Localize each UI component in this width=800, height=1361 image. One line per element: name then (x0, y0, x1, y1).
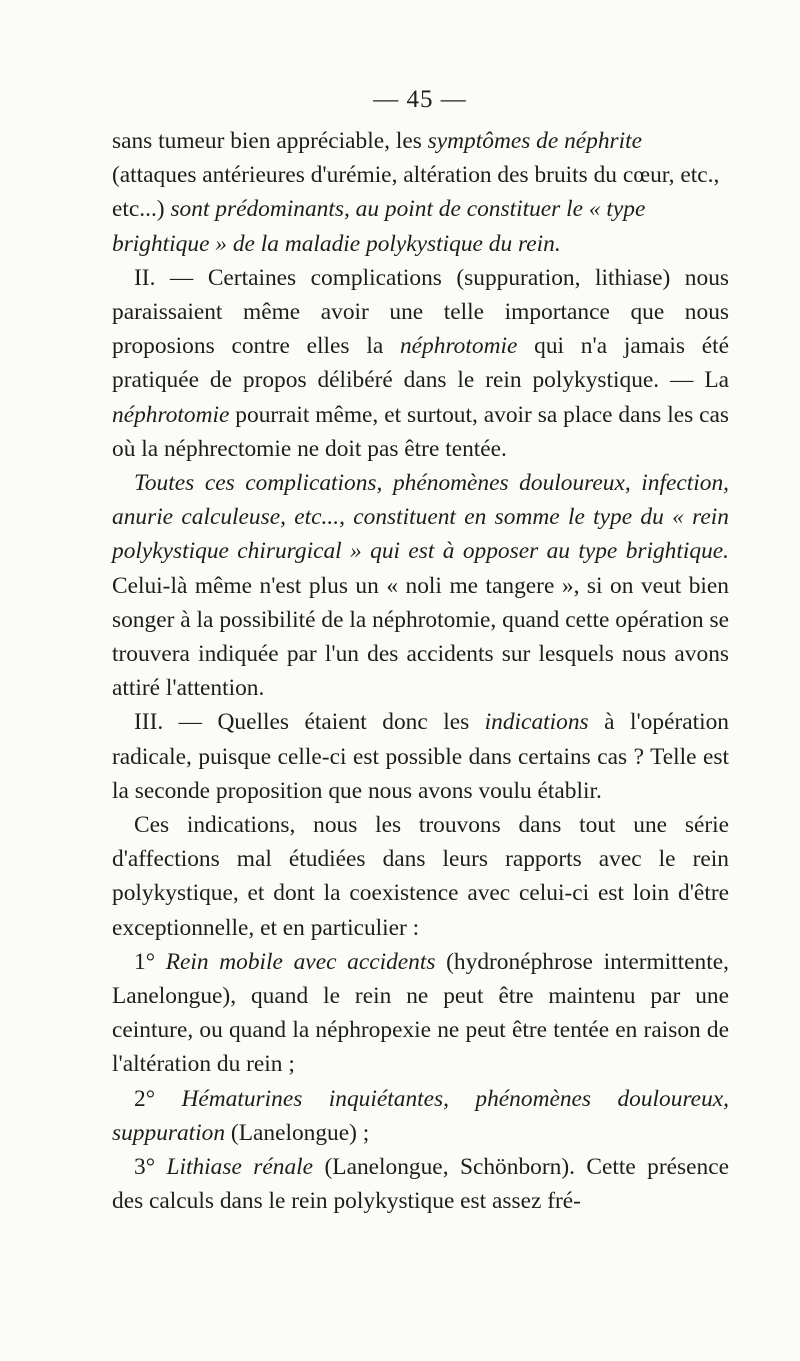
paragraph-3: Toutes ces complications, phénomènes douloureux, infection, anurie calculeuse, etc..., constituent en somme le type du « rein polykystique chirurgical » qui est à opposer au type brightique. Celui-là même n'est plus un « noli me tangere », si on veut bien songer à la possibilité de la néphrotomie, quand cette opération se trouvera indiquée par l'un des accidents sur lesquels nous avons attiré l'attention. (112, 470, 729, 702)
paragraph-8: 3° Lithiase rénale (Lanelongue, Schönborn). Cette présence des calculs dans le rein polykystique est assez fré- (112, 1154, 729, 1215)
page-number: — 45 — (373, 86, 467, 113)
paragraph-7: 2° Hématurines inquiétantes, phénomènes douloureux, suppuration (Lanelongue) ; (112, 1085, 729, 1146)
paragraph-4: III. — Quelles étaient donc les indications à l'opération radicale, puisque celle-ci est possible dans certains cas ? Telle est la seconde proposition que nous avons voulu établir. (112, 709, 730, 804)
paragraph-5: Ces indications, nous les trouvons dans tout une série d'affections mal étudiées dans leurs rapports avec le rein polykystique, et dont la coexistence avec celui-ci est loin d'être exceptionnelle, et en particulier : (112, 812, 729, 941)
paragraph-1: sans tumeur bien appréciable, les symptômes de néphrite (attaques antérieures d'urémie, altération des bruits du cœur, etc., etc...) sont prédominants, au point de constituer le « type brightique » de la maladie polykystique du rein. (112, 128, 720, 257)
paragraph-6: 1° Rein mobile avec accidents (hydronéphrose intermittente, Lanelongue), quand le rein ne peut être maintenu par une ceinture, ou quand la néphropexie ne peut être tentée en raison de l'altération du rein ; (112, 948, 729, 1078)
paragraph-2: II. — Certaines complications (suppuration, lithiase) nous paraissaient même avoir une telle importance que nous proposions contre elles la néphrotomie qui n'a jamais été pratiquée de propos délibéré dans le rein polykystique. — La néphrotomie pourrait même, et surtout, avoir sa place dans les cas où la néphrectomie ne doit pas être tentée. (112, 264, 729, 462)
body-text (112, 124, 729, 1219)
